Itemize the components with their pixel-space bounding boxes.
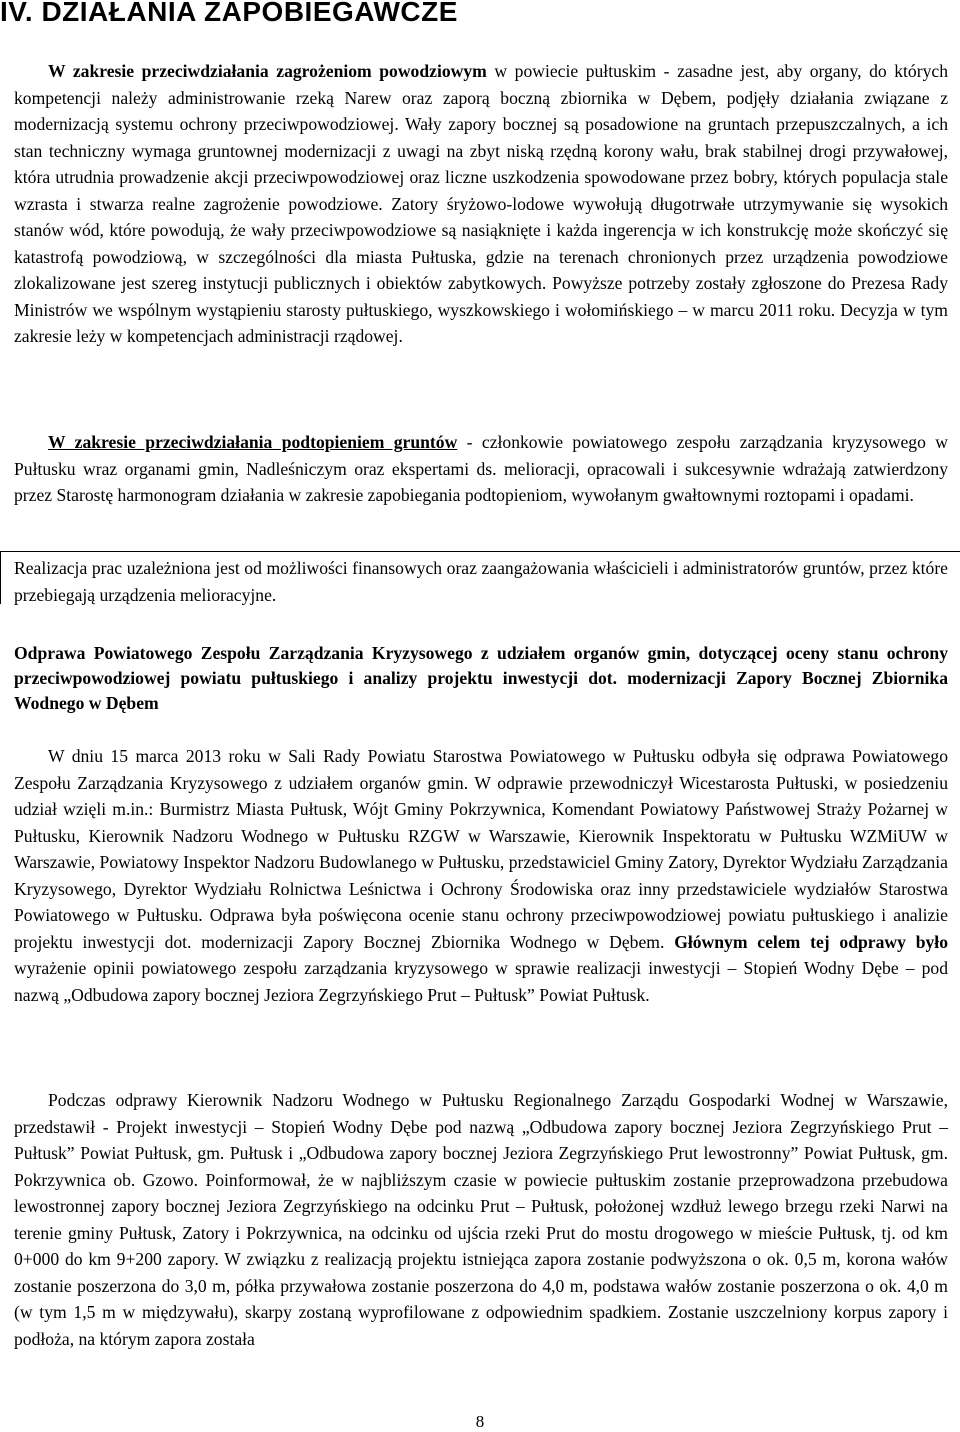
flood-lead: W zakresie przeciwdziałania zagrożeniom powodziowym — [48, 61, 487, 81]
flood-paragraph — [14, 58, 948, 350]
note-box-top-border — [0, 551, 960, 552]
section-heading: IV. DZIAŁANIA ZAPOBIEGAWCZE — [0, 0, 458, 27]
soil-paragraph — [14, 429, 948, 509]
soil-lead: W zakresie przeciwdziałania podtopieniem gruntów — [48, 432, 458, 452]
briefing-p1-before: W dniu 15 marca 2013 roku w Sali Rady Powiatu Starostwa Powiatowego w Pułtusku odbyła się odprawa Powiatowego Zespołu Zarządzania Kryzysowego z udziałem organów gmin. W odprawie przewodniczył Wicestarosta Pułtuski, w posiedzeniu udział wzięli m.in.: Burmistrz Miasta Pułtusk, Wójt Gminy Pokrzywnica, Komendant Powiatowy Państwowej Straży Pożarnej w Pułtusku, Kierownik Nadzoru Wodnego w Pułtusku RZGW w Warszawie, Kierownik Inspektoratu w Pułtusku WZMiUW w Warszawie, Powiatowy Inspektor Nadzoru Budowlanego w Pułtusku, przedstawiciel Gminy Zatory, Dyrektor Wydziału Zarządzania Kryzysowego, Dyrektor Wydziału Rolnictwa Leśnictwa i Ochrony Środowiska oraz inny przedstawiciele wydziałów Starostwa Powiatowego w Pułtusku. Odprawa była poświęcona ocenie stanu ochrony przeciwpowodziowej powiatu pułtuskiego i analizie projektu inwestycji dot. modernizacji Zapory Bocznej Zbiornika Wodnego w Dębem. — [14, 746, 948, 952]
flood-text: w powiecie pułtuskim - zasadne jest, aby organy, do których kompetencji należy administrowanie rzeką Narew oraz zaporą boczną zbiornika w Dębem, podjęły działania związane z modernizacją systemu ochrony przeciwpowodziowej. Wały zapory bocznej są posadowione na gruntach przepuszczalnych, a ich stan techniczny wymaga gruntownej modernizacji z uwagi na zbyt niską rzędną korony wału, brak stabilnej drogi przywałowej, która utrudnia prowadzenie akcji przeciwpowodziowej oraz liczne uszkodzenia spowodowane przez bobry, których populacja stale wzrasta i stwarza realne zagrożenie powodziowe. Zatory śryżowo-lodowe wywołują długotrwałe utrzymywanie się wysokich stanów wód, które powodują, że wały przeciwpowodziowe są nasiąknięte i każda ingerencja w ich konstrukcję może skończyć się katastrofą powodziową, w szczególności dla miasta Pułtuska, gdzie na terenach chronionych przez urządzenia powodziowe zlokalizowane jest szereg instytucji publicznych i obiektów zabytkowych. Powyższe potrzeby zostały zgłoszone do Prezesa Rady Ministrów we wspólnym wystąpieniu starosty pułtuskiego, wyszkowskiego i wołomińskiego – w marcu 2011 roku. Decyzja w tym zakresie leży w kompetencjach administracji rządowej. — [14, 61, 948, 346]
page-number: 8 — [475, 1412, 485, 1431]
briefing-p1-bold: Głównym celem tej odprawy było — [674, 931, 948, 952]
note-paragraph: Realizacja prac uzależniona jest od możliwości finansowych oraz zaangażowania właścicieli i administratorów gruntów, przez które przebiegają urządzenia melioracyjne. — [14, 558, 948, 605]
briefing-paragraph-2 — [14, 1087, 948, 1352]
note-box-left-border — [0, 551, 1, 604]
briefing-title: Odprawa Powiatowego Zespołu Zarządzania Kryzysowego z udziałem organów gmin, dotyczącej oceny stanu ochrony przeciwpowodziowej powiatu pułtuskiego i analizy projektu inwestycji dot. modernizacji Zapory Bocznej Zbiornika Wodnego w Dębem — [14, 643, 948, 713]
briefing-p1-after: wyrażenie opinii powiatowego zespołu zarządzania kryzysowego w sprawie realizacji inwestycji – Stopień Wodny Dębe – pod nazwą „Odbudowa zapory bocznej Jeziora Zegrzyńskiego Prut – Pułtusk” Powiat Pułtusk. — [14, 958, 948, 1005]
soil-text: - członkowie powiatowego zespołu zarządzania kryzysowego w Pułtusku wraz organami gmin, Nadleśniczym oraz ekspertami ds. melioracji, opracowali i sukcesywnie wdrażają zatwierdzony przez Starostę harmonogram działania w zakresie zapobiegania podtopieniom, wywołanym gwałtownymi roztopami i opadami. — [14, 432, 948, 505]
briefing-paragraph-1 — [14, 743, 948, 1008]
briefing-p2-text: Podczas odprawy Kierownik Nadzoru Wodnego w Pułtusku Regionalnego Zarządu Gospodarki Wodnej w Warszawie, przedstawił - Projekt inwestycji – Stopień Wodny Dębe pod nazwą „Odbudowa zapory bocznej Jeziora Zegrzyńskiego Prut – Pułtusk” Powiat Pułtusk, gm. Pułtusk i „Odbudowa zapory bocznej Jeziora Zegrzyńskiego Prut lewostronny” Powiat Pułtusk, gm. Pokrzywnica ob. Gzowo. Poinformował, że w najbliższym czasie w powiecie pułtuskim zostanie przeprowadzona przebudowa lewostronnej zapory bocznej Jeziora Zegrzyńskiego na odcinku Prut – Pułtusk, położonej wzdłuż lewego brzegu rzeki Narwi na terenie gminy Pułtusk, Zatory i Pokrzywnica, na odcinku od ujścia rzeki Prut do mostu drogowego w mieście Pułtusk, tj. od km 0+000 do km 9+200 zapory. W związku z realizacją projektu istniejąca zapora zostanie podwyższona o ok. 0,5 m, korona wałów zostanie poszerzona do 3,0 m, półka przywałowa zostanie poszerzona do 4,0 m, podstawa wałów zostanie poszerzona o ok. 4,0 m (w tym 1,5 m w międzywału), skarpy zostaną wyprofilowane z odpowiednim spadkiem. Zostanie uszczelniony korpus zapory i podłoża, na którym zapora została — [14, 1090, 948, 1349]
